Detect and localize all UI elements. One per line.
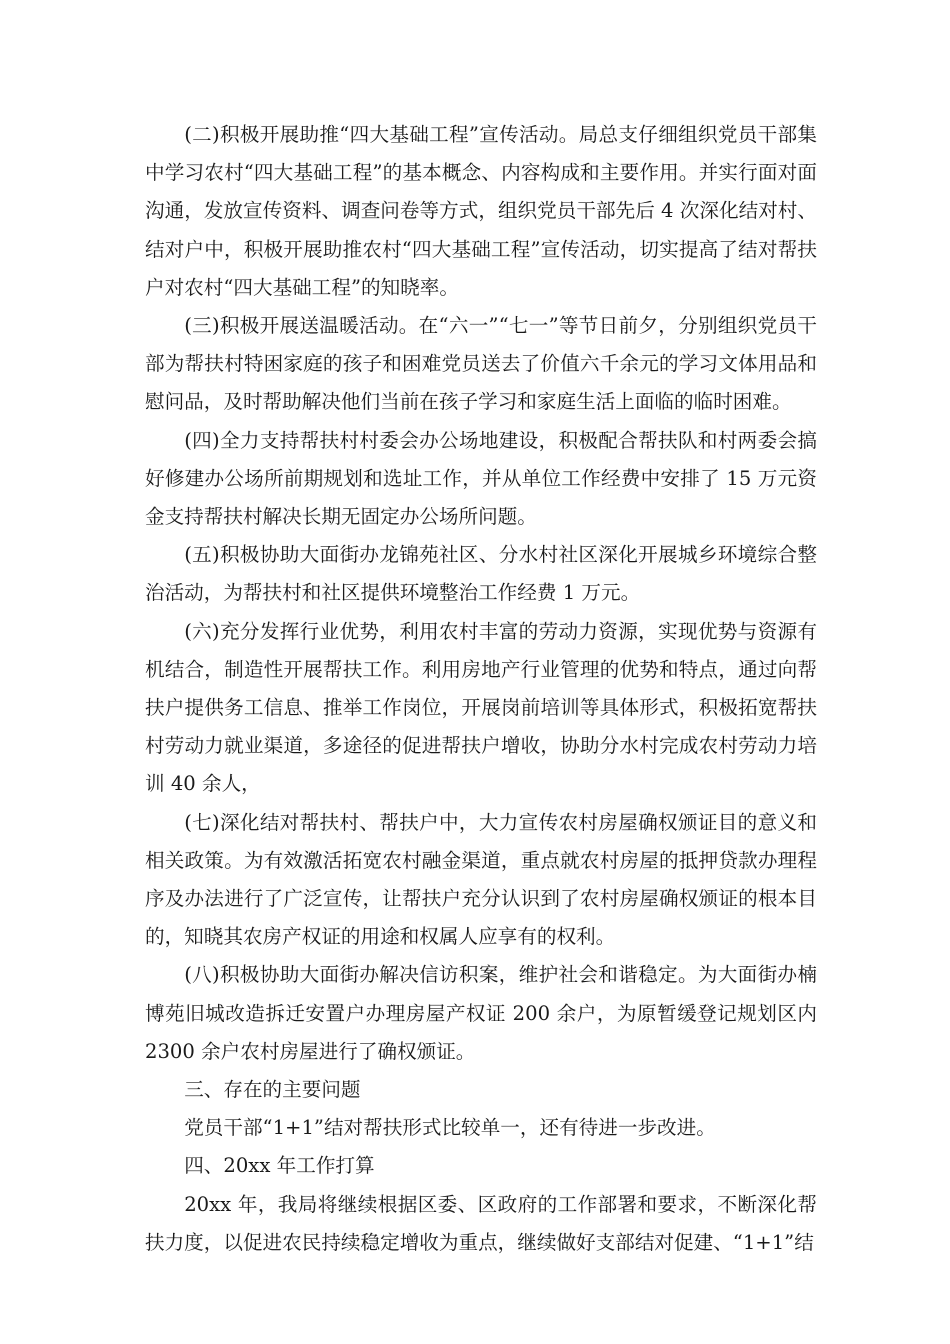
paragraph-industry-advantage: (六)充分发挥行业优势，利用农村丰富的劳动力资源，实现优势与资源有机结合，制造性开展帮扶工作。利用房地产行业管理的优势和特点，通过向帮扶户提供务工信息、推举工作岗位，开展岗前培训等具体形式，积极拓宽帮扶村劳动力就业渠道，多途径的促进帮扶户增收，协助分水村完成农村劳动力培训 40 余人， bbox=[145, 619, 817, 796]
paragraph-warmth-activity: (三)积极开展送温暖活动。在“六一”“七一”等节日前夕，分别组织党员干部为帮扶村特困家庭的孩子和困难党员送去了价值六千余元的学习文体用品和慰问品，及时帮助解决他们当前在孩子学习和家庭生活上面临的临时困难。 bbox=[145, 314, 817, 414]
paragraph-office-construction: (四)全力支持帮扶村村委会办公场地建设，积极配合帮扶队和村两委会搞好修建办公场所前期规划和选址工作，并从单位工作经费中安排了 15 万元资金支持帮扶村解决长期无固定办公场所问题。 bbox=[145, 428, 817, 529]
section-heading-problems: 三、存在的主要问题 bbox=[184, 1078, 361, 1102]
section-heading-plans: 四、20xx 年工作打算 bbox=[184, 1154, 375, 1178]
document-body bbox=[145, 116, 817, 1262]
paragraph-petition-cases: (八)积极协助大面街办解决信访积案，维护社会和谐稳定。为大面街办楠博苑旧城改造拆迁安置户办理房屋产权证 200 余户，为原暂缓登记规划区内 2300 余户农村房屋进行了确权颁证。 bbox=[145, 963, 817, 1063]
paragraph-housing-rights: (七)深化结对帮扶村、帮扶户中，大力宣传农村房屋确权颁证目的意义和相关政策。为有效激活拓宽农村融金渠道，重点就农村房屋的抵押贷款办理程序及办法进行了广泛宣传，让帮扶户充分认识到了农村房屋确权颁证的根本目的，知晓其农房产权证的用途和权属人应享有的权利。 bbox=[145, 810, 817, 949]
paragraph-plans: 20xx 年，我局将继续根据区委、区政府的工作部署和要求，不断深化帮扶力度，以促进农民持续稳定增收为重点，继续做好支部结对促建、“1+1”结 bbox=[145, 1192, 817, 1254]
paragraph-publicity-campaign: (二)积极开展助推“四大基础工程”宣传活动。局总支仔细组织党员干部集中学习农村“四大基础工程”的基本概念、内容构成和主要作用。并实行面对面沟通，发放宣传资料、调查问卷等方式，组织党员干部先后 4 次深化结对村、结对户中，积极开展助推农村“四大基础工程”宣传活动，切实提高了结对帮扶户对农村“四大基础工程”的知晓率。 bbox=[145, 123, 817, 299]
paragraph-problem-description: 党员干部“1+1”结对帮扶形式比较单一，还有待进一步改进。 bbox=[184, 1116, 716, 1140]
paragraph-environment-rectification: (五)积极协助大面街办龙锦苑社区、分水村社区深化开展城乡环境综合整治活动，为帮扶村和社区提供环境整治工作经费 1 万元。 bbox=[145, 543, 817, 605]
